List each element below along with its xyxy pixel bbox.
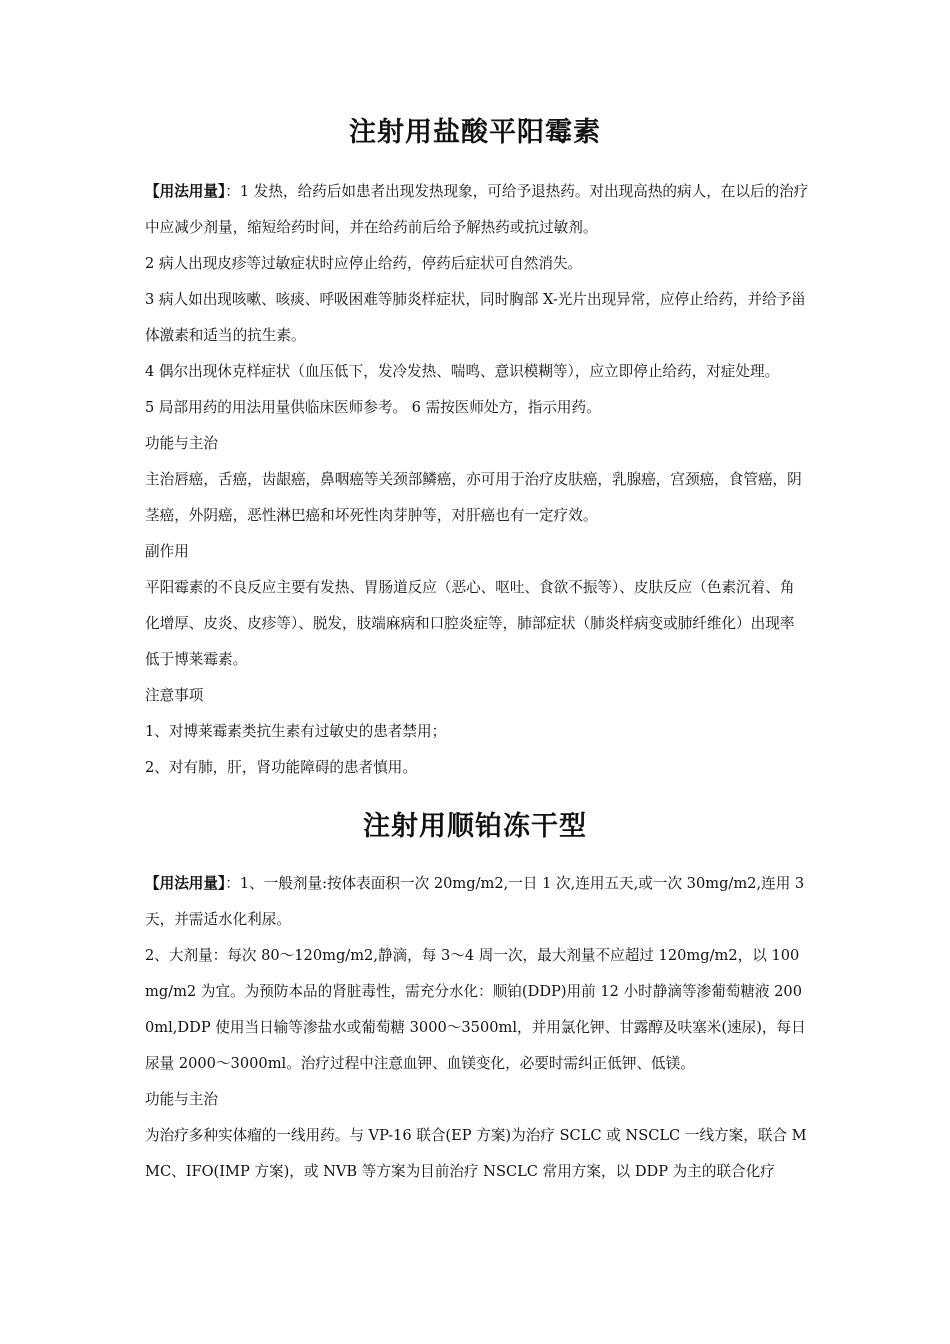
function-heading: 功能与主治 [145,1091,218,1108]
side-effects-heading: 副作用 [145,543,189,560]
function-text: 主治唇癌，舌癌，齿龈癌，鼻咽癌等关颈部鳞癌，亦可用于治疗皮肤癌，乳腺癌，宫颈癌，食管癌，阴茎癌，外阴癌，恶性淋巴癌和坏死性肉芽肿等，对肝癌也有一定疗效。 [145,471,802,524]
usage-paragraph-2: 2 病人出现皮疹等过敏症状时应停止给药，停药后症状可自然消失。 [145,255,583,272]
note-item-2: 2、对有肺，肝，肾功能障碍的患者慎用。 [145,759,417,776]
usage-paragraph-5: 5 局部用药的用法用量供临床医师参考。 6 需按医师处方，指示用药。 [145,399,601,416]
usage-general-dose-text: ：1、一般剂量:按体表面积一次 20mg/m2,一日 1 次,连用五天,或一次 30mg/m2,连用 3 天，并需适水化利尿。 [145,875,805,928]
usage-intro-text: ：1 发热，给药后如患者出现发热现象，可给予退热药。对出现高热的病人，在以后的治疗中应减少剂量，缩短给药时间，并在给药前后给予解热药或抗过敏剂。 [145,183,809,236]
function-heading: 功能与主治 [145,435,218,452]
section-cisplatin-body [145,866,809,1190]
note-item-1: 1、对博莱霉素类抗生素有过敏史的患者禁用； [145,723,447,740]
side-effects-text: 平阳霉素的不良反应主要有发热、胃肠道反应（恶心、呕吐、食欲不振等）、皮肤反应（色素沉着、角化增厚、皮炎、皮疹等）、脱发，肢端麻病和口腔炎症等，肺部症状（肺炎样病变或肺纤维化）出现率低于博莱霉素。 [145,579,795,668]
notes-heading: 注意事项 [145,687,204,704]
usage-label: 【用法用量】 [145,875,226,892]
usage-paragraph-2: 2、大剂量：每次 80～120mg/m2,静滴，每 3～4 周一次，最大剂量不应超过 120mg/m2，以 100mg/m2 为宜。为预防本品的肾脏毒性，需充分水化：顺铂(DDP)用前 12 小时静滴等渗葡萄糖液 2000ml,DDP 使用当日输等渗盐水或葡萄糖 3000～3500ml，并用氯化钾、甘露醇及呋塞米(速尿)，每日尿量 2000～3000ml。治疗过程中注意血钾、血镁变化，必要时需纠正低钾、低镁。 [145,947,806,1072]
usage-paragraph-1 [145,866,809,938]
usage-paragraph-1 [145,174,809,246]
usage-paragraph-3: 3 病人如出现咳嗽、咳痰、呼吸困难等肺炎样症状，同时胸部 X-光片出现异常，应停止给药，并给予甾体激素和适当的抗生素。 [145,291,806,344]
function-text: 为治疗多种实体瘤的一线用药。与 VP-16 联合(EP 方案)为治疗 SCLC 或 NSCLC 一线方案，联合 MMC、IFO(IMP 方案)，或 NVB 等方案为目前治疗 NSCLC 常用方案，以 DDP 为主的联合化疗 [145,1127,807,1180]
drug-title-cisplatin: 注射用顺铂冻干型 [363,811,587,842]
drug-title-pingyangmycin: 注射用盐酸平阳霉素 [349,117,601,148]
usage-label: 【用法用量】 [145,183,226,200]
usage-paragraph-4: 4 偶尔出现休克样症状（血压低下，发冷发热、喘鸣、意识模糊等），应立即停止给药，对症处理。 [145,363,780,380]
section-pingyangmycin-body [145,174,809,786]
